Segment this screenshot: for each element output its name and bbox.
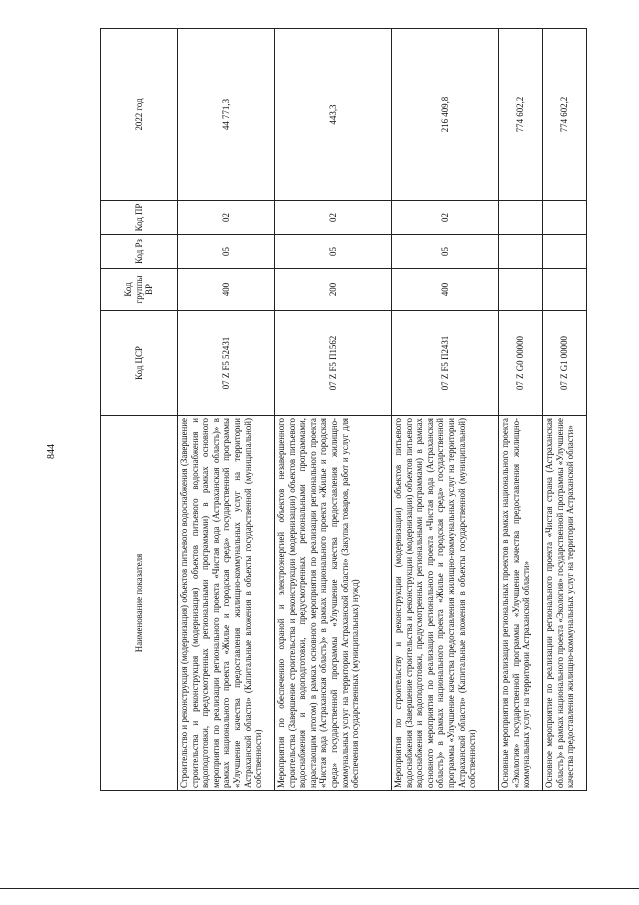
- header-year: 2022 год: [101, 29, 178, 201]
- row-pr: 02: [275, 201, 392, 235]
- header-vr: Код группы ВР: [101, 269, 178, 311]
- header-pr: Код ПР: [101, 201, 178, 235]
- row-value: 44 771,3: [178, 29, 275, 201]
- row-rz: 05: [275, 235, 392, 269]
- row-value: 774 602,2: [499, 29, 543, 201]
- row-value: 774 602,2: [543, 29, 587, 201]
- row-rz: [499, 235, 543, 269]
- row-rz: [543, 235, 587, 269]
- row-pr: 02: [178, 201, 275, 235]
- budget-table-container: [100, 29, 576, 791]
- table-row: [392, 29, 499, 791]
- row-pr: [499, 201, 543, 235]
- row-csr: 07 Z F5 П2431: [392, 311, 499, 416]
- row-rz: 05: [392, 235, 499, 269]
- budget-table: [100, 28, 587, 791]
- row-vr: [499, 269, 543, 311]
- table-row: [499, 29, 543, 791]
- row-name: Строительство и реконструкция (модернизация) объектов питьевого водоснабжения (Завершение строительства и реконструкция (модернизация) объектов питьевого водоснабжения и водоподготовки, предусмотренных региональными программами) в рамках основного мероприятия по реализации регионального проекта «Чистая вода (Астраханская область)» в рамках национального проекта «Жилье и городская среда» государственной программы «Улучшение качества предоставления жилищно-коммунальных услуг на территории Астраханской области» (Капитальные вложения в объекты государственной (муниципальной) собственности): [178, 416, 275, 791]
- row-name: Мероприятия по обеспечению охраной и электроэнергией объектов незавершенного строительства (Завершение строительства и реконструкции (модернизации) объектов питьевого водоснабжения и водоподготовки, предусмотренных региональными программами, нарастающим итогом) в рамках основного мероприятия по реализации регионального проекта «Чистая вода (Астраханская область)» в рамках национального проекта «Жилье и городская среда» государственной программы «Улучшение качества предоставления жилищно-коммунальных услуг на территории Астраханской области» (Закупка товаров, работ и услуг для обеспечения государственных (муниципальных) нужд): [275, 416, 392, 791]
- row-csr: 07 Z F5 52431: [178, 311, 275, 416]
- row-vr: 400: [178, 269, 275, 311]
- row-csr: 07 Z G0 00000: [499, 311, 543, 416]
- row-pr: [543, 201, 587, 235]
- header-name: Наименование показателя: [101, 416, 178, 791]
- row-vr: 200: [275, 269, 392, 311]
- rotated-page-area: [100, 29, 576, 791]
- row-vr: [543, 269, 587, 311]
- row-name: Основное мероприятие по реализации регионального проекта «Чистая страна (Астраханская область)» в рамках национального проекта «Экология» государственной программы «Улучшение качества предоставления жилищно-коммунальных услуг на территории Астраханской области»: [543, 416, 587, 791]
- table-header-row: [101, 29, 178, 791]
- bottom-rule: [0, 888, 639, 889]
- page-number: 844: [46, 444, 57, 459]
- row-name: Основные мероприятия по реализации региональных проектов в рамках национального проекта «Экология» государственной программы «Улучшение качества предоставления жилищно-коммунальных услуг на территории Астраханской области»: [499, 416, 543, 791]
- row-value: 443,3: [275, 29, 392, 201]
- row-csr: 07 Z F5 П1562: [275, 311, 392, 416]
- row-name: Мероприятия по строительству и реконструкции (модернизации) объектов питьевого водоснабжения (Завершение строительства и реконструкции (модернизации) объектов питьевого водоснабжения и водоподготовки, предусмотренных региональными программами) в рамках основного мероприятия по реализации регионального проекта «Чистая вода (Астраханская область)» в рамках национального проекта «Жилье и городская среда» государственной программы «Улучшение качества предоставления жилищно-коммунальных услуг на территории Астраханской области» (Капитальные вложения в объекты государственной (муниципальной) собственности): [392, 416, 499, 791]
- header-csr: Код ЦСР: [101, 311, 178, 416]
- row-vr: 400: [392, 269, 499, 311]
- row-rz: 05: [178, 235, 275, 269]
- row-pr: 02: [392, 201, 499, 235]
- row-value: 216 409,8: [392, 29, 499, 201]
- header-rz: Код Рз: [101, 235, 178, 269]
- table-row: [275, 29, 392, 791]
- table-row: [178, 29, 275, 791]
- table-row: [543, 29, 587, 791]
- row-csr: 07 Z G1 00000: [543, 311, 587, 416]
